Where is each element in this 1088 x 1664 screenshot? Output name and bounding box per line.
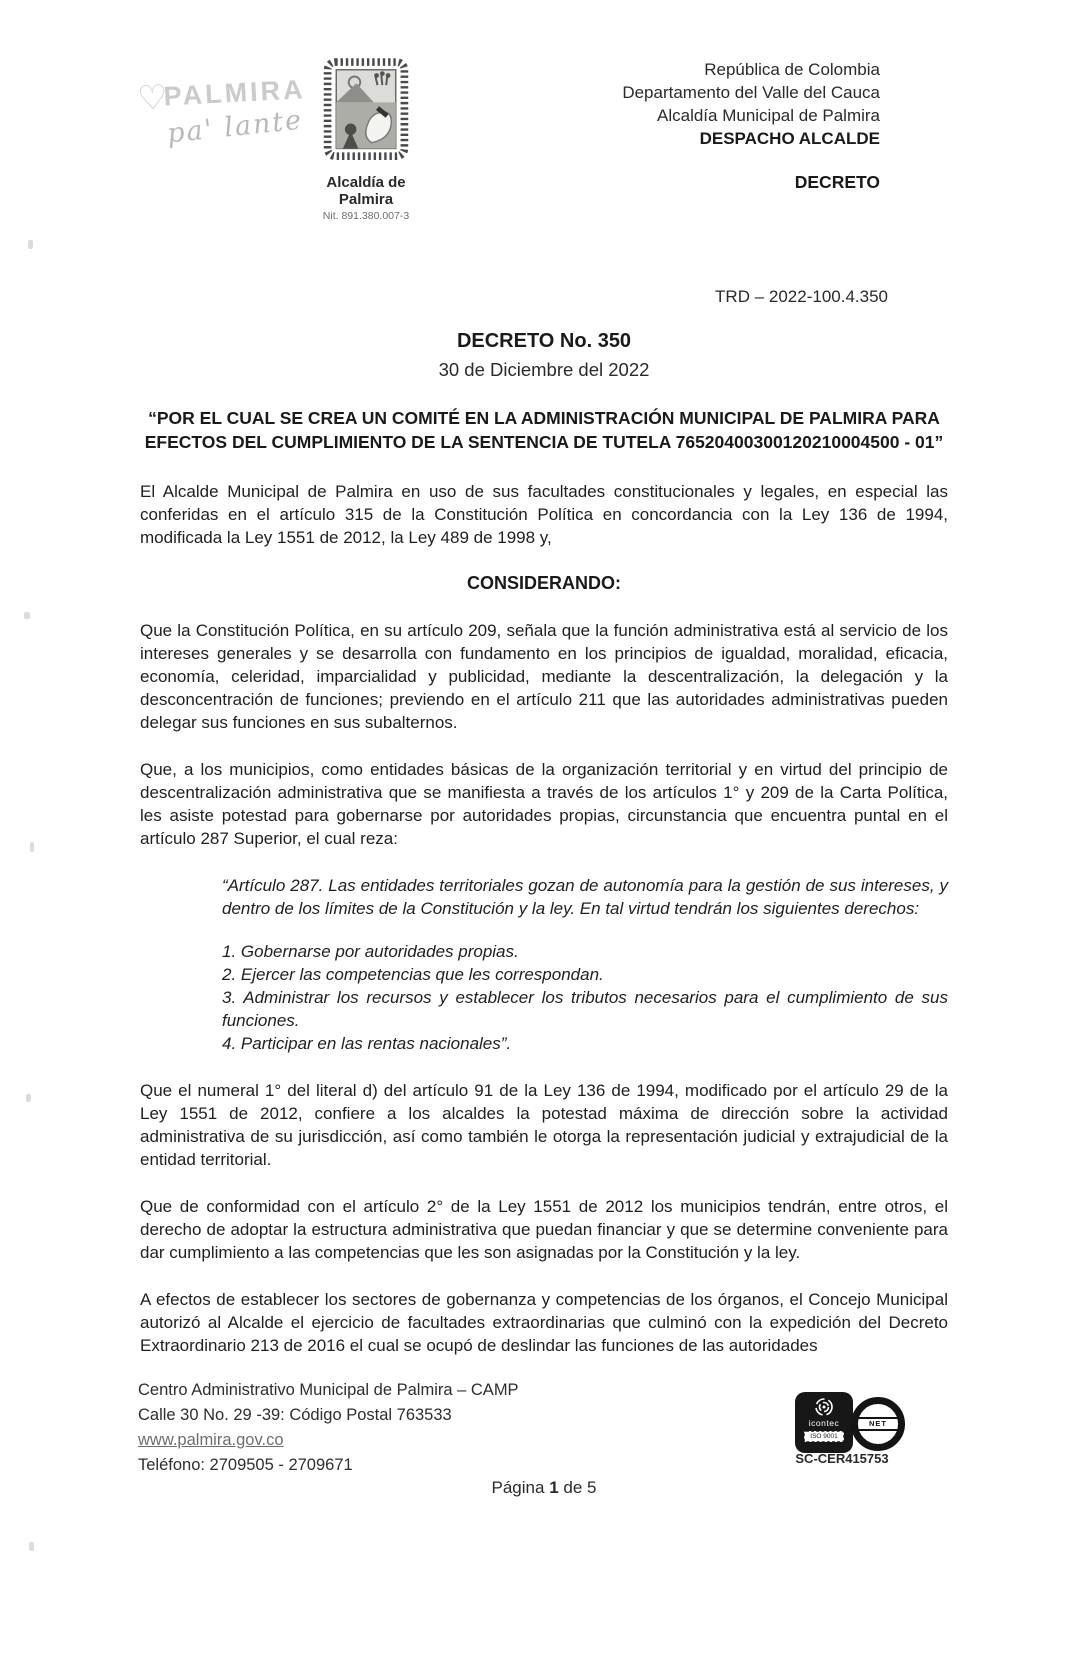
heart-icon: ♡ (136, 77, 169, 118)
scan-artifact (28, 240, 33, 249)
crest-org-name: Alcaldía de Palmira (326, 174, 406, 208)
page-number: 1 (549, 1478, 559, 1497)
iqnet-badge-icon (851, 1397, 905, 1451)
considerando-paragraph-2: Que, a los municipios, como entidades básicas de la organización territorial y en virtud del principio de descentralización administrativa que se manifiesta a través de los artículos 1° y 209 de la Carta Política, les asiste potestad para gobernarse por autoridades propias, circunstancia que encuentra puntal en el artículo 287 Superior, el cual reza: (140, 760, 948, 848)
footer-website-link: www.palmira.gov.co (138, 1431, 284, 1449)
quote-intro: “Artículo 287. Las entidades territoriales gozan de autonomía para la gestión de sus intereses, y dentro de los límites de la Constitución y la ley. En tal virtud tendrán los siguientes derechos: (222, 876, 948, 918)
icontec-label: icontec (808, 1418, 840, 1428)
document-body (140, 330, 948, 1381)
quote-item-3: 3. Administrar los recursos y establecer los tributos necesarios para el cumplimiento de sus funciones. (222, 988, 948, 1030)
icontec-swirl-icon (814, 1397, 834, 1417)
scan-artifact (29, 1542, 34, 1551)
footer-phone: Teléfono: 2709505 - 2709671 (138, 1456, 353, 1474)
iso-9001-label: ISO 9001 (804, 1431, 843, 1442)
footer-address-line1: Centro Administrativo Municipal de Palmira – CAMP (138, 1381, 519, 1399)
coat-of-arms-icon (318, 58, 414, 166)
considerando-heading: CONSIDERANDO: (466, 573, 621, 593)
decree-date: 30 de Diciembre del 2022 (438, 359, 650, 380)
decree-subject: “POR EL CUAL SE CREA UN COMITÉ EN LA ADMINISTRACIÓN MUNICIPAL DE PALMIRA PARA EFECTOS DEL CUMPLIMIENTO DE LA SENTENCIA DE TUTELA 76520400300120210004500 - 01” (144, 408, 944, 452)
page-label-suffix: de 5 (558, 1478, 597, 1497)
page-indicator (140, 1478, 948, 1498)
header-department: Departamento del Valle del Cauca (622, 83, 880, 102)
header-municipality: Alcaldía Municipal de Palmira (657, 106, 880, 125)
palmira-watermark-logo (136, 73, 329, 150)
city-crest (308, 58, 424, 222)
doc-type-label: DECRETO (794, 172, 880, 192)
considerando-paragraph-3: Que el numeral 1° del literal d) del artículo 91 de la Ley 136 de 1994, modificado por el artículo 29 de la Ley 1551 de 2012, confiere a los alcaldes la potestad máxima de dirección sobre la actividad administrativa de su jurisdicción, así como también le otorga la representación judicial y extrajudicial de la entidad territorial. (140, 1081, 948, 1169)
decree-number-title: DECRETO No. 350 (456, 330, 632, 352)
crest-nit: Nit. 891.380.007-3 (322, 210, 410, 222)
watermark-tagline: pa' lante (165, 104, 305, 150)
article-287-quote (222, 874, 948, 1055)
intro-paragraph: El Alcalde Municipal de Palmira en uso de sus facultades constitucionales y legales, en especial las conferidas en el artículo 315 de la Constitución Política en concordancia con la Ley 136 de 1994, modificada la Ley 1551 de 2012, la Ley 489 de 1998 y, (140, 482, 948, 547)
considerando-paragraph-1: Que la Constitución Política, en su artículo 209, señala que la función administrativa está al servicio de los intereses generales y se desarrolla con fundamento en los principios de igualdad, moralidad, eficacia, economía, celeridad, imparcialidad y publicidad, mediante la descentralización, la delegación y la desconcentración de funciones; previendo en el artículo 211 que las autoridades administrativas pueden delegar sus funciones en sus subalternos. (140, 621, 948, 732)
scan-artifact (24, 612, 30, 619)
scan-artifact (30, 842, 34, 852)
considerando-paragraph-5: A efectos de establecer los sectores de gobernanza y competencias de los órganos, el Concejo Municipal autorizó al Alcalde el ejercicio de facultades extraordinarias que culminó con la expedición del Decreto Extraordinario 213 de 2016 el cual se ocupó de deslindar las funciones de las autoridades (140, 1290, 948, 1355)
considerando-paragraph-4: Que de conformidad con el artículo 2° de la Ley 1551 de 2012 los municipios tendrán, entre otros, el derecho de adoptar la estructura administrativa que puedan financiar y que se determine conveniente para dar cumplimiento a las competencias que les son asignadas por la Constitución y la ley. (140, 1197, 948, 1262)
header-country: República de Colombia (704, 60, 880, 79)
trd-reference: TRD – 2022-100.4.350 (715, 287, 888, 306)
scan-artifact (26, 1094, 31, 1102)
icontec-badge-icon (795, 1392, 853, 1453)
header-office: DESPACHO ALCALDE (699, 129, 880, 148)
cert-number: SC-CER415753 (795, 1451, 889, 1466)
page-label-prefix: Página (491, 1478, 550, 1497)
watermark-text: PALMIRA (162, 74, 307, 112)
iqnet-label: NET (858, 1417, 898, 1431)
quote-item-4: 4. Participar en las rentas nacionales”. (222, 1034, 512, 1053)
quote-item-2: 2. Ejercer las competencias que les correspondan. (222, 965, 604, 984)
quote-item-1: 1. Gobernarse por autoridades propias. (222, 942, 519, 961)
header-org-block (622, 58, 880, 150)
footer-address-block (138, 1378, 519, 1478)
footer-address-line2: Calle 30 No. 29 -39: Código Postal 763533 (138, 1406, 452, 1424)
